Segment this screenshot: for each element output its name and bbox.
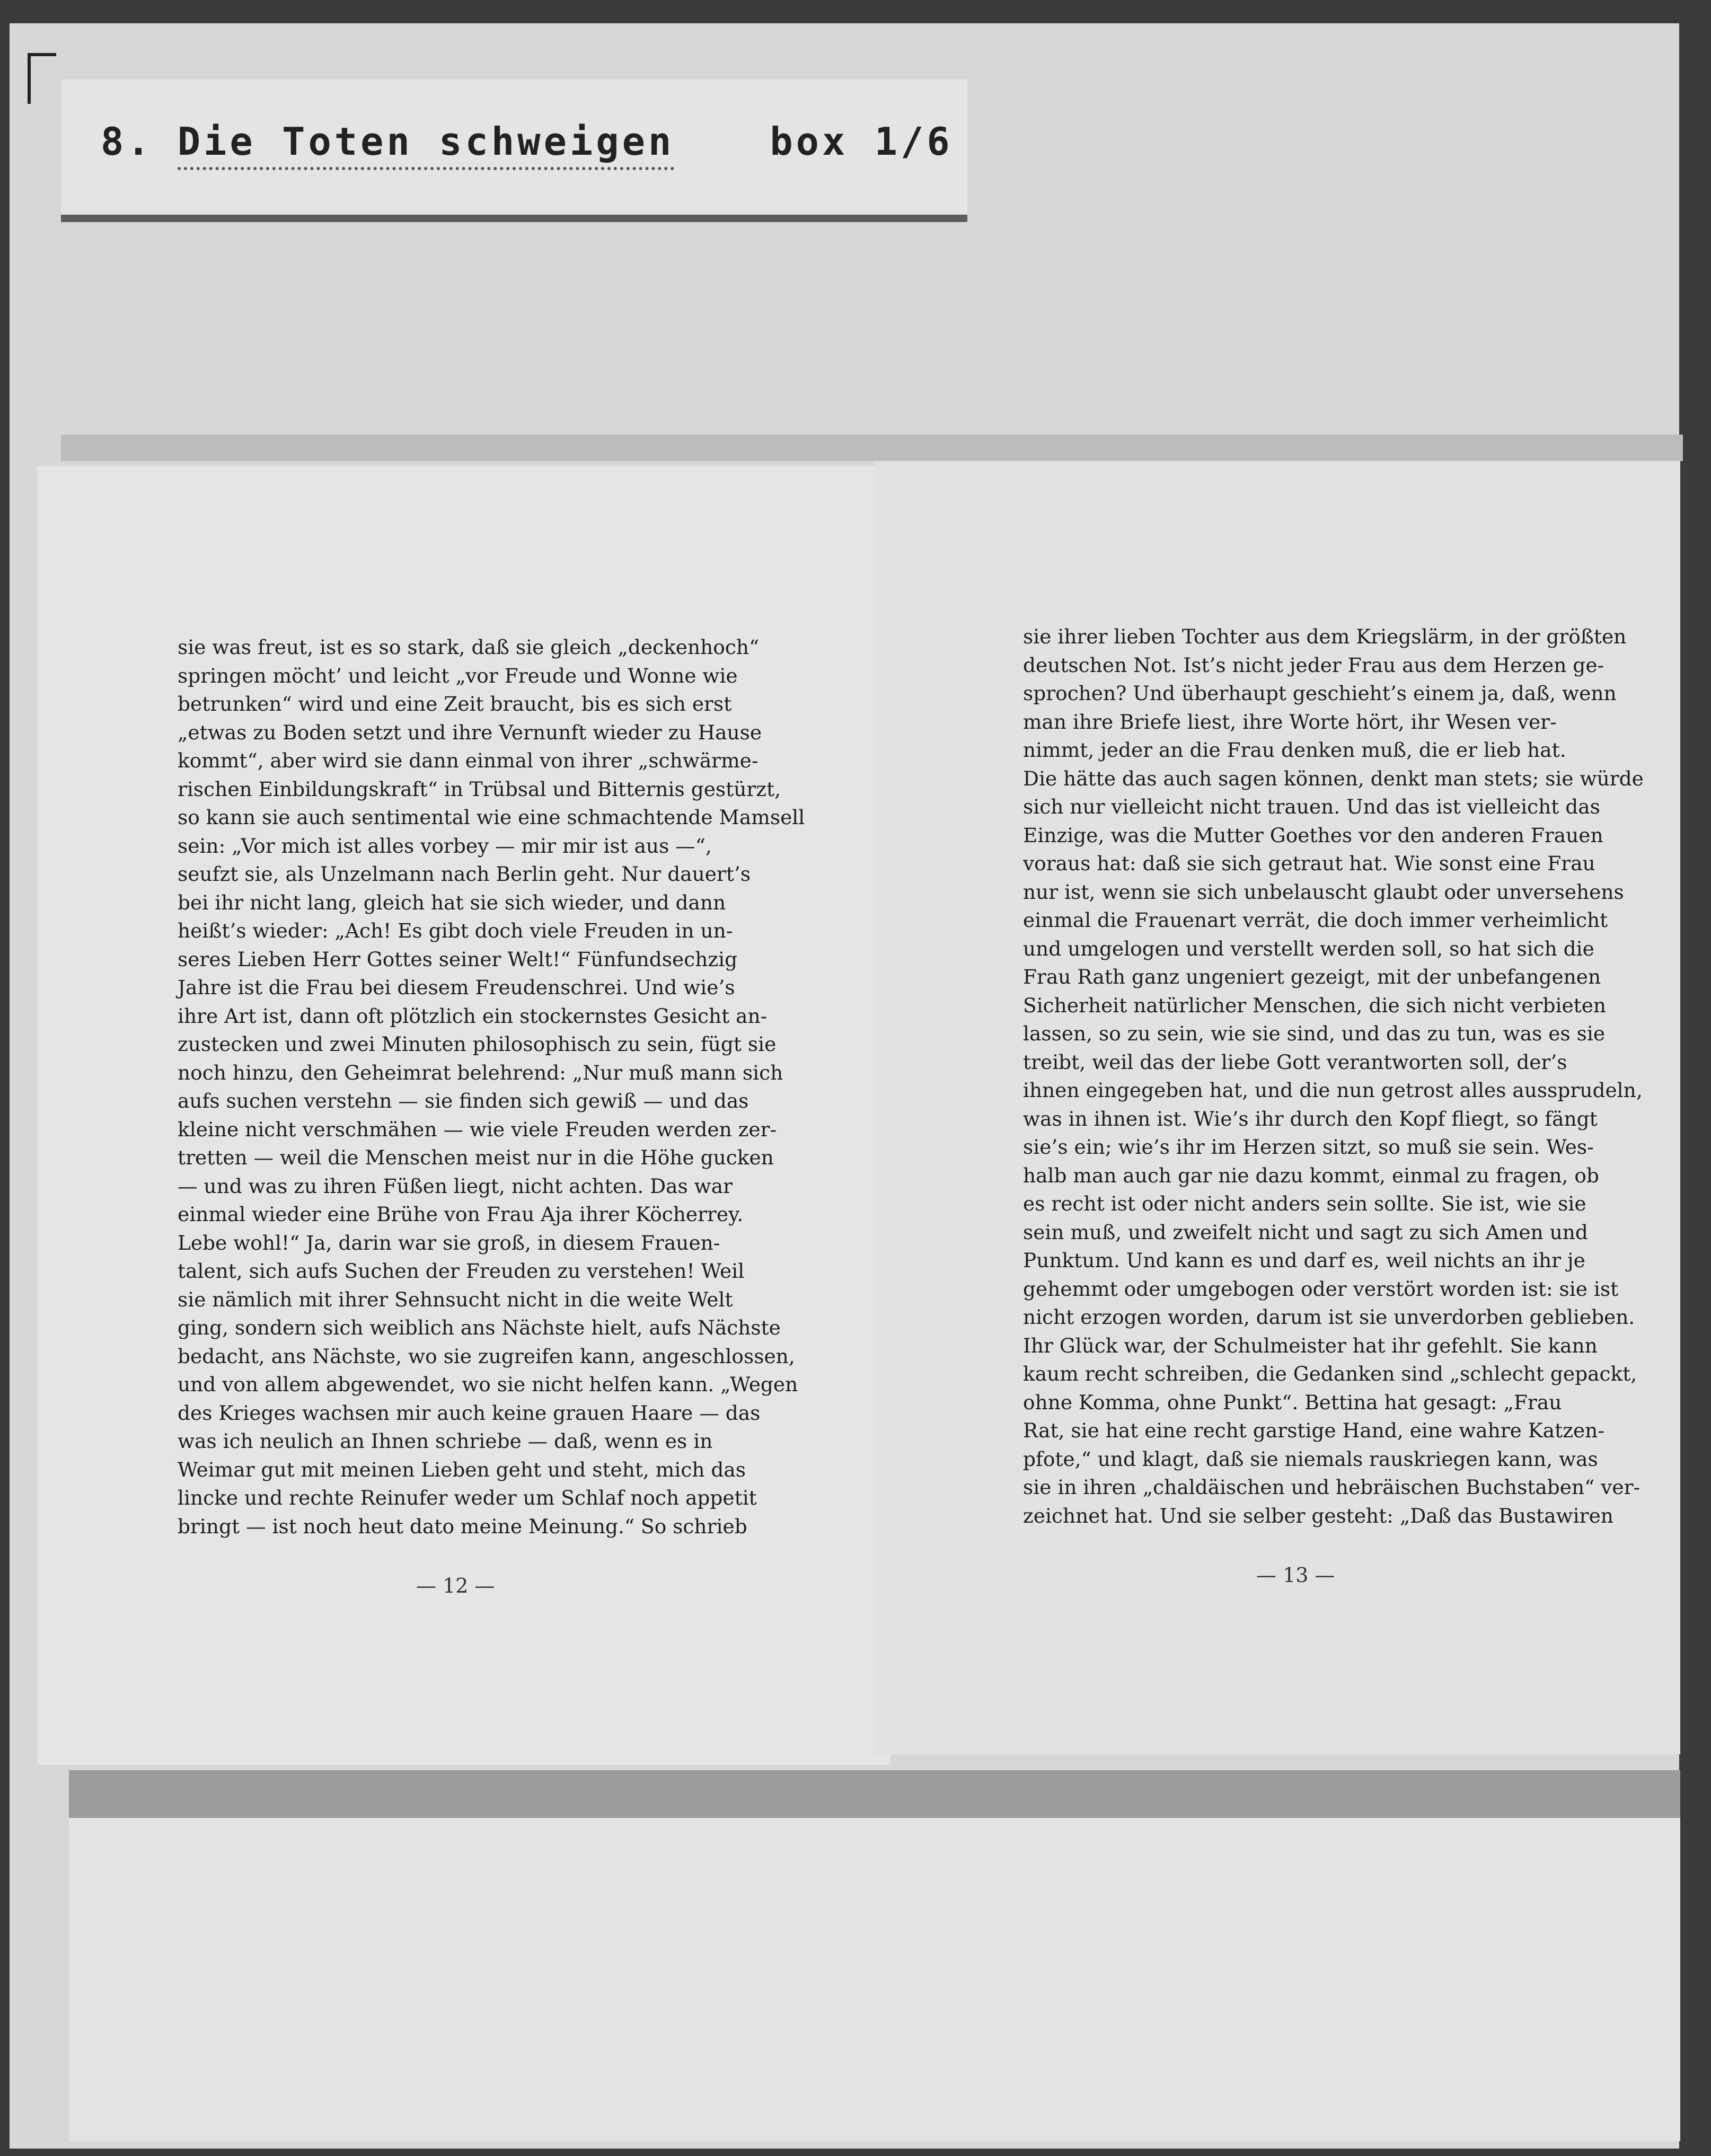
text-line: Die hätte das auch sagen können, denkt man stets; sie würde xyxy=(1023,766,1644,790)
right-page-text xyxy=(1023,623,1644,1530)
text-line: lassen, so zu sein, wie sie sind, und das zu tun, was es sie xyxy=(1023,1022,1606,1045)
text-line: bei ihr nicht lang, gleich hat sie sich wieder, und dann xyxy=(178,890,726,914)
text-line: einmal wieder eine Brühe von Frau Aja ihrer Köcherrey. xyxy=(178,1203,744,1226)
text-line: gehemmt oder umgebogen oder verstört worden ist: sie ist xyxy=(1023,1277,1619,1301)
text-line: tretten — weil die Menschen meist nur in die Höhe gucken xyxy=(178,1146,774,1169)
text-line: pfote,“ und klagt, daß sie niemals rauskriegen kann, was xyxy=(1023,1447,1598,1471)
backing-card xyxy=(69,1770,1680,2141)
text-line: „etwas zu Boden setzt und ihre Vernunft wieder zu Hause xyxy=(178,720,762,744)
page-number: — 13 — xyxy=(1256,1563,1335,1587)
text-line: bedacht, ans Nächste, wo sie zugreifen kann, angeschlossen, xyxy=(178,1344,795,1368)
text-line: kaum recht schreiben, die Gedanken sind „schlecht gepackt, xyxy=(1023,1362,1637,1385)
header-rule xyxy=(61,215,967,222)
page-number: — 12 — xyxy=(416,1574,495,1597)
folder-number: 8. xyxy=(101,119,153,164)
backing-card-shadow xyxy=(69,1770,1680,1818)
text-line: ohne Komma, ohne Punkt“. Bettina hat gesagt: „Frau xyxy=(1023,1390,1562,1414)
text-line: voraus hat: daß sie sich getraut hat. Wie sonst eine Frau xyxy=(1023,852,1595,875)
text-line: und von allem abgewendet, wo sie nicht helfen kann. „Wegen xyxy=(178,1373,798,1396)
text-line: nur ist, wenn sie sich unbelauscht glaubt oder unversehens xyxy=(1023,880,1624,904)
left-page-text xyxy=(178,633,805,1541)
text-line: Lebe wohl!“ Ja, darin war sie groß, in diesem Frauen- xyxy=(178,1231,720,1254)
text-line: heißt’s wieder: „Ach! Es gibt doch viele Freuden in un- xyxy=(178,919,733,942)
text-line: kleine nicht verschmähen — wie viele Freuden werden zer- xyxy=(178,1117,777,1141)
text-line: ihnen eingegeben hat, und die nun getrost alles aussprudeln, xyxy=(1023,1079,1643,1102)
text-line: sprochen? Und überhaupt geschieht’s einem ja, daß, wenn xyxy=(1023,682,1617,705)
text-line: betrunken“ wird und eine Zeit braucht, bis es sich erst xyxy=(178,692,732,715)
text-line: nimmt, jeder an die Frau denken muß, die er lieb hat. xyxy=(1023,738,1566,762)
text-line: Frau Rath ganz ungeniert gezeigt, mit der unbefangenen xyxy=(1023,965,1601,988)
text-line: Ihr Glück war, der Schulmeister hat ihr gefehlt. Sie kann xyxy=(1023,1333,1598,1357)
text-line: — und was zu ihren Füßen liegt, nicht achten. Das war xyxy=(178,1174,733,1198)
text-line: zustecken und zwei Minuten philosophisch zu sein, fügt sie xyxy=(178,1032,777,1056)
text-line: nicht erzogen worden, darum ist sie unverdorben geblieben. xyxy=(1023,1305,1635,1329)
text-line: talent, sich aufs Suchen der Freuden zu verstehen! Weil xyxy=(178,1259,745,1283)
text-line: Sicherheit natürlicher Menschen, die sich nicht verbieten xyxy=(1023,993,1607,1017)
text-line: es recht ist oder nicht anders sein sollte. Sie ist, wie sie xyxy=(1023,1192,1586,1215)
text-line: lincke und rechte Reinufer weder um Schlaf noch appetit xyxy=(178,1486,757,1509)
text-line: sie nämlich mit ihrer Sehnsucht nicht in die weite Welt xyxy=(178,1287,733,1311)
text-line: sie in ihren „chaldäischen und hebräischen Buchstaben“ ver- xyxy=(1023,1475,1641,1499)
text-line: zeichnet hat. Und sie selber gesteht: „Daß das Bustawiren xyxy=(1023,1504,1613,1527)
right-page xyxy=(875,461,1680,1754)
text-line: ihre Art ist, dann oft plötzlich ein stockernstes Gesicht an- xyxy=(178,1004,768,1028)
text-line: sie’s ein; wie’s ihr im Herzen sitzt, so muß sie sein. Wes- xyxy=(1023,1135,1594,1159)
text-line: sie ihrer lieben Tochter aus dem Kriegslärm, in der größten xyxy=(1023,625,1627,648)
text-line: und umgelogen und verstellt werden soll, so hat sich die xyxy=(1023,936,1594,960)
corner-mark xyxy=(28,53,56,104)
text-line: rischen Einbildungskraft“ in Trübsal und Bitternis gestürzt, xyxy=(178,777,781,801)
text-line: bringt — ist noch heut dato meine Meinung.“ So schrieb xyxy=(178,1514,747,1538)
text-line: ging, sondern sich weiblich ans Nächste hielt, aufs Nächste xyxy=(178,1316,781,1339)
text-line: einmal die Frauenart verrät, die doch immer verheimlicht xyxy=(1023,908,1608,932)
text-line: was in ihnen ist. Wie’s ihr durch den Kopf fliegt, so fängt xyxy=(1023,1107,1598,1130)
text-line: Einzige, was die Mutter Goethes vor den anderen Frauen xyxy=(1023,823,1603,847)
text-line: springen möcht’ und leicht „vor Freude und Wonne wie xyxy=(178,664,738,687)
text-line: sich nur vielleicht nicht trauen. Und das ist vielleicht das xyxy=(1023,795,1600,818)
text-line: noch hinzu, den Geheimrat belehrend: „Nur muß mann sich xyxy=(178,1061,783,1084)
text-line: treibt, weil das der liebe Gott verantworten soll, der’s xyxy=(1023,1050,1567,1074)
text-line: deutschen Not. Ist’s nicht jeder Frau aus dem Herzen ge- xyxy=(1023,653,1604,677)
text-line: aufs suchen verstehn — sie finden sich gewiß — und das xyxy=(178,1089,749,1112)
text-line: man ihre Briefe liest, ihre Worte hört, ihr Wesen ver- xyxy=(1023,710,1557,734)
folder-header xyxy=(101,119,953,164)
left-page xyxy=(37,466,890,1765)
clipping-shadow-band xyxy=(61,435,1683,461)
text-line: seres Lieben Herr Gottes seiner Welt!“ Fünfundsechzig xyxy=(178,947,738,971)
box-label: box 1/6 xyxy=(770,119,953,164)
text-line: seufzt sie, als Unzelmann nach Berlin geht. Nur dauert’s xyxy=(178,862,751,886)
text-line: kommt“, aber wird sie dann einmal von ihrer „schwärme- xyxy=(178,749,759,772)
text-line: Jahre ist die Frau bei diesem Freudenschrei. Und wie’s xyxy=(178,976,735,999)
folder-title: Die Toten schweigen xyxy=(178,119,675,170)
text-line: sein: „Vor mich ist alles vorbey — mir mir ist aus —“, xyxy=(178,834,712,858)
text-line: was ich neulich an Ihnen schriebe — daß, wenn es in xyxy=(178,1429,713,1453)
text-line: Weimar gut mit meinen Lieben geht und steht, mich das xyxy=(178,1457,746,1481)
text-line: Rat, sie hat eine recht garstige Hand, eine wahre Katzen- xyxy=(1023,1419,1605,1442)
text-line: so kann sie auch sentimental wie eine schmachtende Mamsell xyxy=(178,806,805,829)
text-line: sie was freut, ist es so stark, daß sie gleich „deckenhoch“ xyxy=(178,635,760,659)
text-line: Punktum. Und kann es und darf es, weil nichts an ihr je xyxy=(1023,1249,1585,1272)
text-line: halb man auch gar nie dazu kommt, einmal zu fragen, ob xyxy=(1023,1163,1599,1187)
text-line: des Krieges wachsen mir auch keine grauen Haare — das xyxy=(178,1401,761,1425)
text-line: sein muß, und zweifelt nicht und sagt zu sich Amen und xyxy=(1023,1220,1588,1244)
